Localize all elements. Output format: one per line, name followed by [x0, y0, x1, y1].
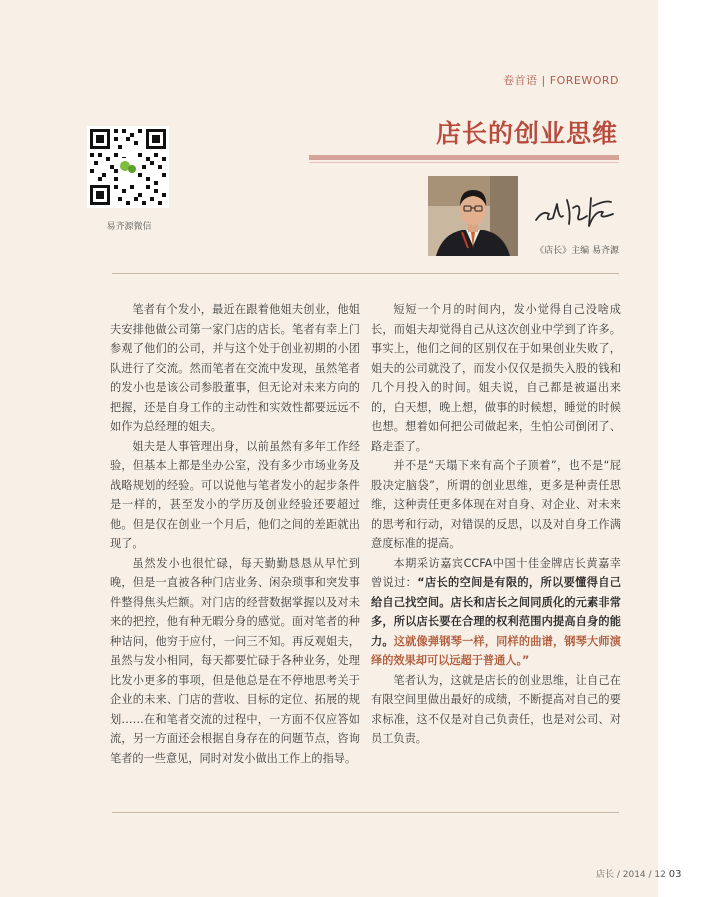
page-number: 03: [668, 869, 682, 880]
quote-accent: 这就像弹钢琴一样，同样的曲谱，钢琴大师演绎的效果却可以远超于普通人。”: [371, 634, 621, 667]
signature-image: [531, 190, 621, 236]
divider-bottom: [112, 812, 619, 813]
editor-caption: 《店长》主编 易齐源: [535, 246, 619, 256]
page-footer: [596, 867, 681, 880]
qr-caption: 易齐源微信: [106, 222, 152, 232]
paragraph: 笔者认为，这就是店长的创业思维，让自己在有限空间里做出最好的成绩，不断提高对自己的要求标准，这不仅是对自己负责任，也是对公司、对员工负责。: [371, 673, 621, 745]
title-underline: [309, 155, 619, 160]
divider-top: [112, 273, 619, 274]
page-title: 店长的创业思维: [435, 119, 618, 148]
paragraph: 短短一个月的时间内，发小觉得自己没啥成长，而姐夫却觉得自己从这次创业中学到了许多。事实上，他们之间的区别仅在于如果创业失败了，姐夫的公司就没了，而发小仅仅是损失入股的钱和几个月投入的时间。姐夫说，自己都是被逼出来的，白天想，晚上想，做事的时候想，睡觉的时候也想。想着如何把公司做起来，生怕公司倒闭了、路走歪了。: [371, 303, 621, 453]
article-column-left: [110, 300, 360, 768]
quote-paragraph: [371, 554, 621, 671]
qr-code-image: [87, 126, 169, 208]
paragraph: 姐夫是人事管理出身，以前虽然有多年工作经验，但基本上都是坐办公室，没有多少市场业务及战略规划的经验。可以说他与笔者发小的起步条件是一样的，甚至发小的学历及创业经验还要超过他。但是仅在创业一个月后，他们之间的差距就出现了。: [110, 439, 360, 550]
paragraph: 并不是“天塌下来有高个子顶着”，也不是“屁股决定脑袋”，所谓的创业思维，更多是种责任思维，这种责任更多体现在对自身、对企业、对未来的思考和行动，对错误的反思，以及对自身工作满意度标准的提高。: [371, 459, 621, 550]
quote-strong: “店长的空间是有限的，所以要懂得自己给自己找空间。店长和店长之间同质化的元素非常多，所以店长要在合理的权利范围内提高自身的能力。: [371, 576, 621, 648]
paragraph: 虽然发小也很忙碌，每天勤勤恳恳从早忙到晚，但是一直被各种门店业务、闲杂琐事和突发事件整得焦头烂额。对门店的经营数据掌握以及对未来的把控，他有种无暇分身的感觉。面对笔者的种种诘问，他穷于应付，一问三不知。再反观姐夫，虽然与发小相同，每天都要忙碌于各种业务，处理比发小更多的事项，但是他总是在不停地思考关于企业的未来、门店的营收、目标的定位、拓展的规划……在和笔者交流的过程中，一方面不仅应答如流，另一方面还会根据自身存在的问题节点，咨询笔者的一些意见，同时对发小做出工作上的指导。: [110, 556, 360, 765]
quote-intro: 本期采访嘉宾CCFA中国十佳金牌店长黄嘉幸曾说过：: [371, 556, 621, 589]
section-label: 卷首语 | FOREWORD: [503, 74, 619, 87]
qr-code-icon: [87, 126, 169, 208]
editor-photo: [428, 176, 518, 256]
article-column-right: [371, 300, 621, 749]
title-underline-thin: [309, 162, 619, 163]
paragraph: 笔者有个发小，最近在跟着他姐夫创业，他姐夫安排他做公司第一家门店的店长。笔者有幸上门参观了他们的公司，并与这个处于创业初期的小团队进行了交流。然而笔者在交流中发现，虽然笔者的发小也是该公司参股董事，但无论对未来方向的把握，还是自身工作的主动性和实效性都要远远不如作为总经理的姐夫。: [110, 303, 360, 433]
issue-label: 店长 / 2014 / 12: [596, 870, 666, 880]
